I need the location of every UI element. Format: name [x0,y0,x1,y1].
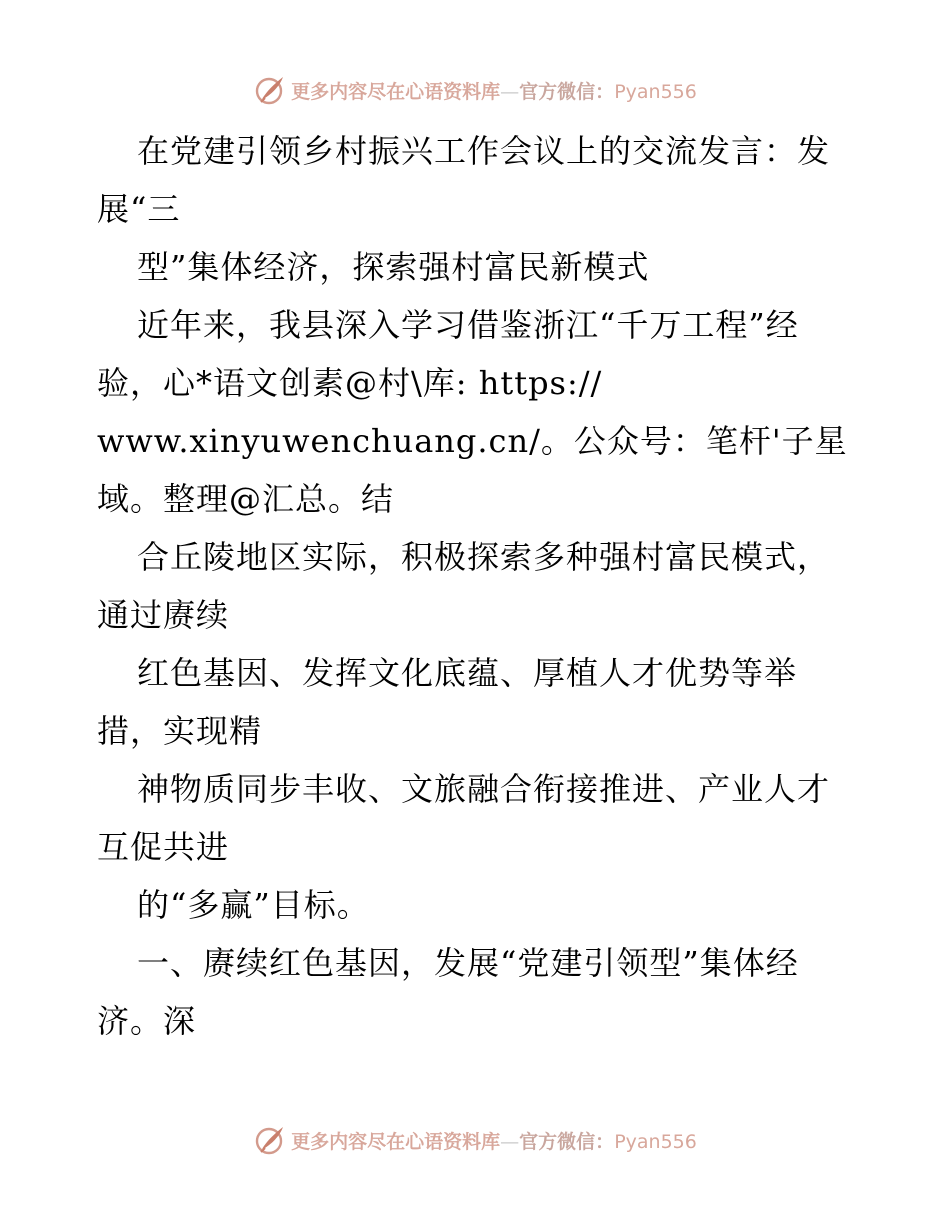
watermark-main-text: 更多内容尽在心语资料库 [291,1130,501,1153]
text-line: 一、赓续红色基因，发展“党建引领型”集体经 [137,944,799,982]
text-line: 合丘陵地区实际，积极探索多种强村富民模式， [137,538,831,576]
text-line: 措，实现精 [97,712,263,750]
watermark-group [253,1123,697,1157]
watermark-text [291,1127,697,1154]
watermark-separator: — [500,1130,520,1153]
watermark-wechat-label: 官方微信： [519,1130,615,1153]
text-line: 济。深 [97,1002,197,1040]
watermark-wechat-id: Pyan556 [614,1130,697,1153]
footer-watermark [0,1120,950,1160]
quill-circle-logo-icon [253,73,287,107]
watermark-separator: — [500,80,520,103]
watermark-text [291,77,697,104]
text-line: 展“三 [97,190,181,228]
text-line: 域。整理@汇总。结 [97,480,395,518]
header-watermark [0,70,950,110]
quill-circle-logo-icon [253,1123,287,1157]
watermark-wechat-id: Pyan556 [614,80,697,103]
text-line: 互促共进 [97,828,230,866]
document-body [97,122,857,1050]
text-line: www.xinyuwenchuang.cn/。公众号：笔杆'子星 [97,422,848,460]
text-line: 在党建引领乡村振兴工作会议上的交流发言：发 [137,132,831,170]
watermark-group [253,73,697,107]
text-line: 的“多赢”目标。 [137,886,370,924]
text-line: 型”集体经济，探索强村富民新模式 [137,248,650,286]
text-line: 神物质同步丰收、文旅融合衔接推进、产业人才 [137,770,831,808]
text-line: 近年来，我县深入学习借鉴浙江“千万工程”经 [137,306,799,344]
text-line: 验，心*语文创素@村\库: https:// [97,364,603,402]
text-line: 通过赓续 [97,596,230,634]
text-line: 红色基因、发挥文化底蕴、厚植人才优势等举 [137,654,798,692]
watermark-wechat-label: 官方微信： [519,80,615,103]
watermark-main-text: 更多内容尽在心语资料库 [291,80,501,103]
